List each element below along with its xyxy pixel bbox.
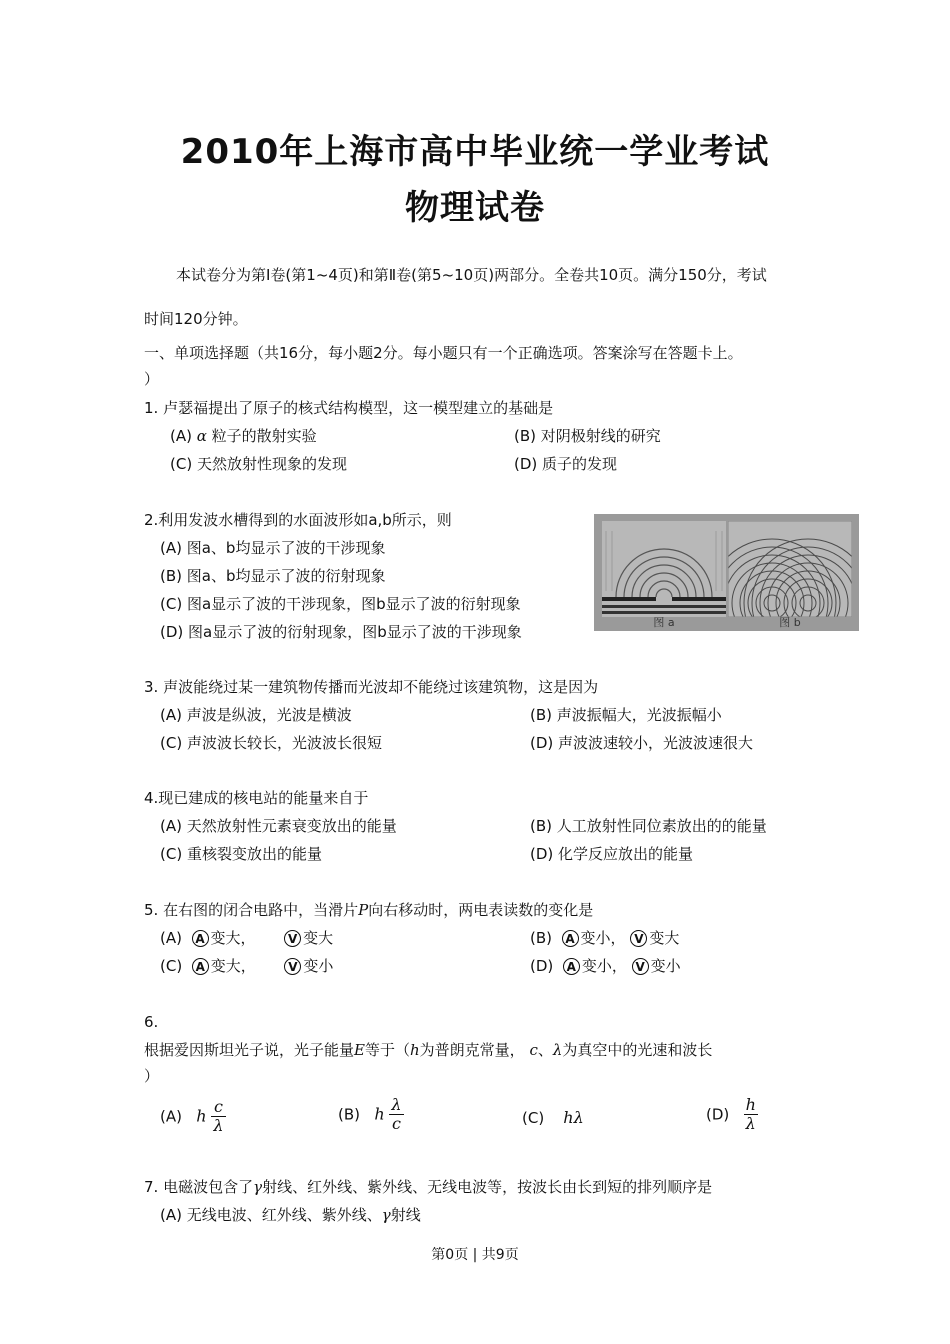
q1-option-c: (C) 天然放射性现象的发现 (170, 455, 347, 473)
q2-option-a: (A) 图a、b均显示了波的干涉现象 (160, 539, 386, 557)
q5-option-d: (D) A 变小， V 变小 (530, 957, 681, 975)
q1-stem: 1. 卢瑟福提出了原子的核式结构模型，这一模型建立的基础是 (144, 399, 554, 417)
slider-p-symbol: P (358, 901, 369, 919)
q6-option-c: (C) hλ (522, 1108, 584, 1127)
voltmeter-icon: V (632, 958, 649, 975)
gamma-symbol: γ (253, 1178, 263, 1196)
q6-option-b: (B) h $\frac{\lambda}{c}$ (338, 1095, 402, 1133)
q6-stem-cont: ） (144, 1067, 160, 1085)
figure-b-image (728, 521, 852, 617)
wave-figure (594, 514, 859, 631)
q3-option-d: (D) 声波波速较小，光波波速很大 (530, 734, 754, 752)
voltmeter-icon: V (630, 930, 647, 947)
ammeter-icon: A (562, 930, 579, 947)
q1-option-d: (D) 质子的发现 (514, 455, 618, 473)
alpha-symbol: α (196, 427, 207, 445)
fraction-c-over-lambda: $\frac{c}{\lambda}$ (213, 1097, 224, 1135)
q5-option-b: (B) A 变小， V 变大 (530, 929, 680, 947)
q4-stem: 4.现已建成的核电站的能量来自于 (144, 789, 369, 807)
fraction-lambda-over-c: $\frac{\lambda}{c}$ (391, 1095, 402, 1133)
q1-option-b: (B) 对阴极射线的研究 (514, 427, 661, 445)
q6-option-d: (D) $\frac{h}{\lambda}$ (706, 1095, 756, 1133)
q6-stem: 根据爱因斯坦光子说，光子能量E等于（h为普朗克常量， c、λ为真空中的光速和波长 (144, 1041, 713, 1059)
q3-option-c: (C) 声波波长较长，光波波长很短 (160, 734, 382, 752)
q2-option-d: (D) 图a显示了波的衍射现象，图b显示了波的干涉现象 (160, 623, 522, 641)
voltmeter-icon: V (284, 958, 301, 975)
q7-option-a: (A) 无线电波、红外线、紫外线、γ射线 (160, 1206, 421, 1224)
ammeter-icon: A (192, 958, 209, 975)
q4-option-a: (A) 天然放射性元素衰变放出的能量 (160, 817, 397, 835)
intro-line-1: 本试卷分为第Ⅰ卷(第1~4页)和第Ⅱ卷(第5~10页)两部分。全卷共10页。满分150分，考试 (176, 266, 767, 284)
q6-number: 6. (144, 1013, 159, 1031)
q3-option-a: (A) 声波是纵波，光波是横波 (160, 706, 352, 724)
q5-stem: 5. 在右图的闭合电路中，当滑片P向右移动时，两电表读数的变化是 (144, 901, 594, 919)
q3-option-b: (B) 声波振幅大，光波振幅小 (530, 706, 722, 724)
q4-option-d: (D) 化学反应放出的能量 (530, 845, 694, 863)
q1-option-a: (A) α 粒子的散射实验 (170, 427, 317, 445)
q5-option-c: (C) A 变大， V 变小 (160, 957, 334, 975)
q3-stem: 3. 声波能绕过某一建筑物传播而光波却不能绕过该建筑物，这是因为 (144, 678, 599, 696)
q4-option-b: (B) 人工放射性同位素放出的的能量 (530, 817, 767, 835)
q7-stem: 7. 电磁波包含了γ射线、红外线、紫外线、无线电波等，按波长由长到短的排列顺序是 (144, 1178, 713, 1196)
section-heading: 一、单项选择题（共16分，每小题2分。每小题只有一个正确选项。答案涂写在答题卡上。 (144, 344, 743, 362)
figure-a-label: 图 a (653, 616, 675, 629)
exam-subtitle: 物理试卷 (405, 188, 545, 228)
q2-option-c: (C) 图a显示了波的干涉现象，图b显示了波的衍射现象 (160, 595, 521, 613)
ammeter-icon: A (192, 930, 209, 947)
voltmeter-icon: V (284, 930, 301, 947)
fraction-h-over-lambda: $\frac{h}{\lambda}$ (745, 1095, 756, 1133)
ammeter-icon: A (563, 958, 580, 975)
q6-option-a: (A) h $\frac{c}{\lambda}$ (160, 1097, 224, 1135)
q2-option-b: (B) 图a、b均显示了波的衍射现象 (160, 567, 386, 585)
exam-title: 2010年上海市高中毕业统一学业考试 (180, 132, 770, 172)
q2-stem: 2.利用发波水槽得到的水面波形如a,b所示，则 (144, 511, 452, 529)
figure-a-image (602, 521, 726, 617)
q5-option-a: (A) A 变大， V 变大 (160, 929, 334, 947)
page-footer: 第0页 | 共9页 (431, 1247, 519, 1263)
q4-option-c: (C) 重核裂变放出的能量 (160, 845, 322, 863)
figure-b-label: 图 b (779, 616, 801, 629)
intro-line-2: 时间120分钟。 (144, 310, 248, 328)
section-heading-cont: ） (144, 370, 160, 388)
